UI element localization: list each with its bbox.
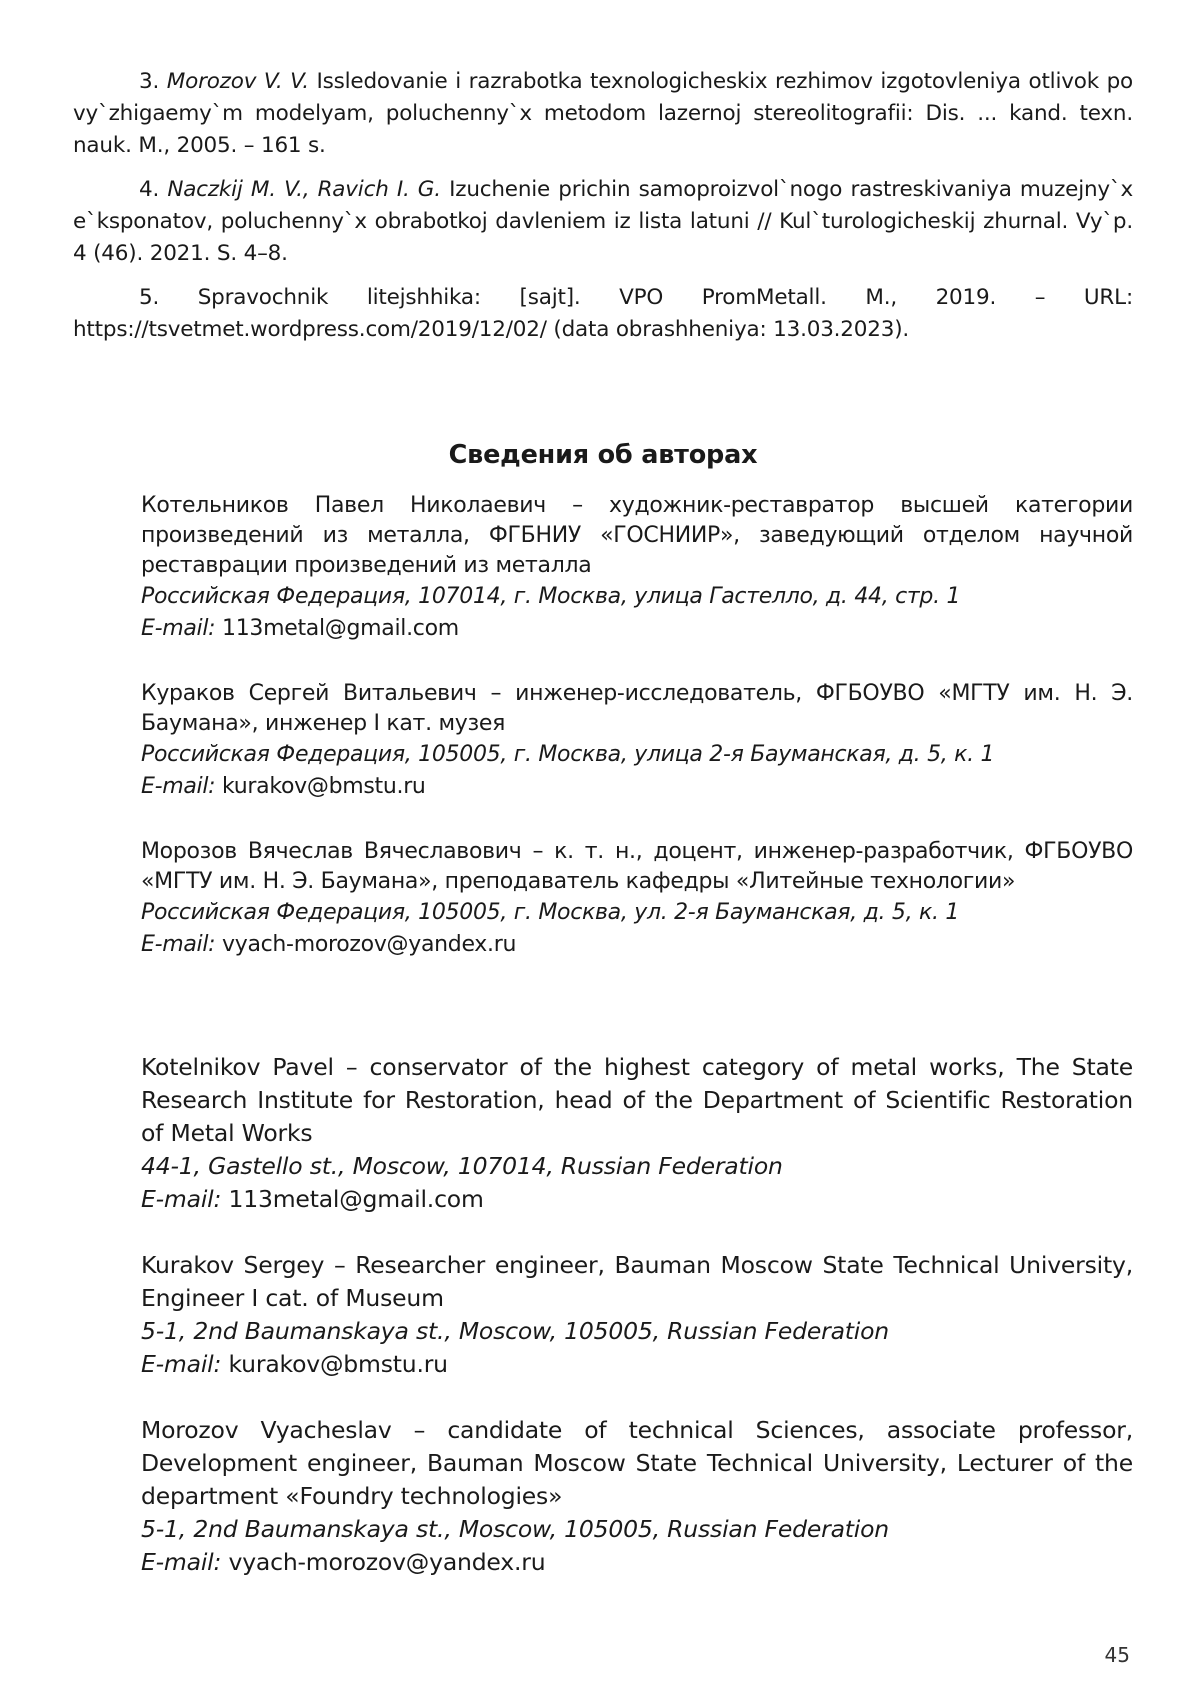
author-entry xyxy=(141,679,1133,803)
author-entry xyxy=(141,491,1133,645)
email-label: E-mail: xyxy=(141,932,216,957)
author-email-line xyxy=(141,1183,1133,1216)
page-content xyxy=(73,66,1133,1579)
authors-ru xyxy=(141,491,1133,961)
email-label: E-mail: xyxy=(141,1548,222,1576)
author-description: Kurakov Sergey – Researcher engineer, Bauman Moscow State Technical University, Engineer I cat. of Museum xyxy=(141,1251,1133,1312)
email-label: E-mail: xyxy=(141,1350,222,1378)
reference-text: Spravochnik litejshhika: [sajt]. VPO PromMetall. M., 2019. – URL: https://tsvetmet.wordpress.com/2019/12/02/ (data obrashheniya: 13.03.2023). xyxy=(73,285,1133,342)
author-address: Российская Федерация, 105005, г. Москва, улица 2-я Бауманская, д. 5, к. 1 xyxy=(141,742,995,767)
author-description: Котельников Павел Николаевич – художник-реставратор высшей категории произведений из металла, ФГБНИУ «ГОСНИИР», заведующий отделом научной реставрации произведений из металла xyxy=(141,493,1133,578)
page-number: 45 xyxy=(1104,1643,1130,1667)
reference-number: 3. xyxy=(139,69,160,94)
author-description: Morozov Vyacheslav – candidate of technical Sciences, associate professor, Development engineer, Bauman Moscow State Technical University, Lecturer of the department «Foundry technologies» xyxy=(141,1416,1133,1510)
author-description: Kotelnikov Pavel – conservator of the highest category of metal works, The State Research Institute for Restoration, head of the Department of Scientific Restoration of Metal Works xyxy=(141,1053,1133,1147)
author-description: Кураков Сергей Витальевич – инженер-исследователь, ФГБОУВО «МГТУ им. Н. Э. Баумана», инженер I кат. музея xyxy=(141,681,1133,736)
author-email[interactable]: kurakov@bmstu.ru xyxy=(228,1350,448,1378)
email-label: E-mail: xyxy=(141,774,216,799)
author-email[interactable]: vyach-morozov@yandex.ru xyxy=(222,932,517,957)
reference-text: Issledovanie i razrabotka texnologicheskix rezhimov izgotovleniya otlivok po vy`zhigaemy`m modelyam, poluchenny`x metodom lazernoj stereolitografii: Dis. ... kand. texn. nauk. M., 2005. – 161 s. xyxy=(73,69,1133,158)
author-email-line xyxy=(141,929,1133,961)
author-email[interactable]: vyach-morozov@yandex.ru xyxy=(228,1548,546,1576)
email-label: E-mail: xyxy=(141,616,216,641)
reference-number: 4. xyxy=(139,177,160,202)
author-address: Российская Федерация, 105005, г. Москва, ул. 2-я Бауманская, д. 5, к. 1 xyxy=(141,900,960,925)
author-address: 5-1, 2nd Baumanskaya st., Moscow, 105005, Russian Federation xyxy=(141,1515,889,1543)
reference-item xyxy=(73,66,1133,162)
reference-author: Morozov V. V. xyxy=(166,69,309,94)
authors-en xyxy=(141,1051,1133,1579)
author-description: Морозов Вячеслав Вячеславович – к. т. н., доцент, инженер-разработчик, ФГБОУВО «МГТУ им. Н. Э. Баумана», преподаватель кафедры «Литейные технологии» xyxy=(141,839,1133,894)
section-title: Сведения об авторах xyxy=(448,440,758,470)
author-entry xyxy=(141,1414,1133,1579)
author-entry xyxy=(141,1249,1133,1381)
author-address: 5-1, 2nd Baumanskaya st., Moscow, 105005, Russian Federation xyxy=(141,1317,889,1345)
author-email[interactable]: 113metal@gmail.com xyxy=(228,1185,484,1213)
email-label: E-mail: xyxy=(141,1185,222,1213)
author-address: 44-1, Gastello st., Moscow, 107014, Russian Federation xyxy=(141,1152,783,1180)
reference-item xyxy=(73,174,1133,270)
author-email-line xyxy=(141,1348,1133,1381)
author-email[interactable]: kurakov@bmstu.ru xyxy=(222,774,426,799)
references-list xyxy=(73,66,1133,346)
reference-author: Naczkij M. V., Ravich I. G. xyxy=(167,177,441,202)
reference-number: 5. xyxy=(139,285,160,310)
author-entry xyxy=(141,1051,1133,1216)
author-email[interactable]: 113metal@gmail.com xyxy=(222,616,459,641)
reference-text: Izuchenie prichin samoproizvol`nogo rastreskivaniya muzejny`x e`ksponatov, poluchenny`x obrabotkoj davleniem iz lista latuni // Kul`turologicheskij zhurnal. Vy`p. 4 (46). 2021. S. 4–8. xyxy=(73,177,1133,266)
author-email-line xyxy=(141,771,1133,803)
author-email-line xyxy=(141,1546,1133,1579)
author-entry xyxy=(141,837,1133,961)
author-address: Российская Федерация, 107014, г. Москва, улица Гастелло, д. 44, стр. 1 xyxy=(141,584,961,609)
reference-item xyxy=(73,282,1133,346)
author-email-line xyxy=(141,613,1133,645)
